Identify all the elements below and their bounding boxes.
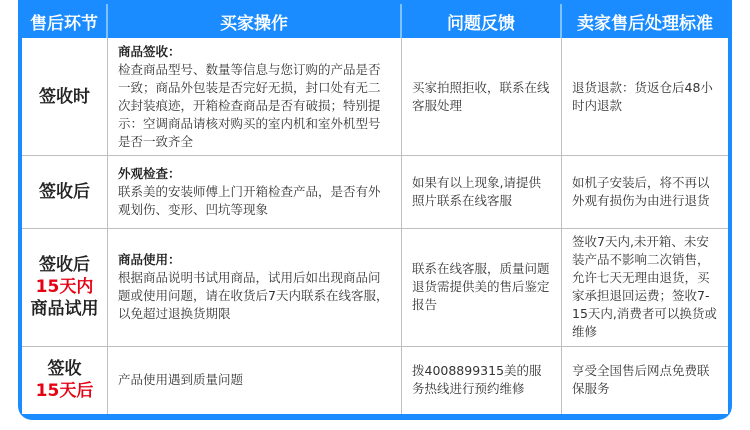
feedback-cell [402, 38, 562, 156]
feedback-cell [402, 156, 562, 229]
stage-cell [22, 38, 108, 156]
table-row [22, 347, 728, 414]
buyer-action-title: 商品签收： [118, 43, 181, 59]
after-sales-table [22, 4, 728, 414]
seller-standard-cell [562, 229, 728, 347]
stage-cell [22, 229, 108, 347]
stage-label: 签收后 [39, 255, 90, 276]
table-row [22, 229, 728, 347]
seller-standard-cell [562, 156, 728, 229]
buyer-action-cell [108, 38, 402, 156]
feedback-cell [402, 347, 562, 414]
buyer-action-cell [108, 229, 402, 347]
seller-standard-text: 退货退款：货返仓后48小时内退款 [572, 79, 713, 113]
header-feedback: 问题反馈 [402, 4, 562, 38]
feedback-text: 拨4008899315美的服务热线进行预约维修 [412, 363, 542, 397]
seller-standard-text: 签收7天内,未开箱、未安装产品不影响二次销售，允许七天无理由退货，买家承担退回运费；签收7-15天内,消费者可以换货或维修 [572, 234, 717, 340]
stage-sublabel: 商品试用 [30, 299, 99, 320]
stage-cell [22, 156, 108, 229]
buyer-action-text: 产品使用遇到质量问题 [118, 372, 244, 388]
stage-label: 签收时 [39, 86, 90, 107]
stage-cell [22, 347, 108, 414]
stage-period-label: 15天内 [35, 277, 94, 298]
header-row [22, 4, 728, 38]
stage-label: 签收 [47, 359, 82, 380]
stage-period-label: 15天后 [35, 381, 94, 402]
buyer-action-text: 根据商品说明书试用商品，试用后如出现商品问题或使用问题，请在收货后7天内联系在线客服，以免超过退换货期限 [118, 270, 389, 322]
buyer-action-title: 商品使用： [118, 252, 181, 268]
stage-label: 签收后 [39, 181, 90, 202]
buyer-action-cell [108, 156, 402, 229]
buyer-action-text: 检查商品型号、数量等信息与您订购的产品是否一致；商品外包装是否完好无损，封口处有无二次封装痕迹，开箱检查商品是否有破损；特别提示：空调商品请核对购买的室内机和室外机型号是否一致齐全 [118, 61, 381, 149]
buyer-action-title: 外观检查： [118, 165, 181, 181]
table-row [22, 38, 728, 156]
feedback-text: 买家拍照拒收，联系在线客服处理 [412, 79, 550, 113]
buyer-action-text: 联系美的安装师傅上门开箱检查产品，是否有外观划伤、变形、凹坑等现象 [118, 183, 381, 217]
seller-standard-text: 亨受全国售后网点免费联保服务 [572, 363, 710, 397]
feedback-text: 联系在线客服，质量问题退货需提供美的售后鉴定报告 [412, 261, 550, 313]
header-seller-standard: 卖家售后处理标准 [562, 4, 728, 38]
seller-standard-cell [562, 38, 728, 156]
feedback-cell [402, 229, 562, 347]
buyer-action-cell [108, 347, 402, 414]
header-stage: 售后环节 [22, 4, 108, 38]
seller-standard-text: 如机子安装后，将不再以外观有损伤为由进行退货 [572, 174, 710, 208]
feedback-text: 如果有以上现象,请提供照片联系在线客服 [412, 174, 541, 208]
seller-standard-cell [562, 347, 728, 414]
header-buyer-action: 买家操作 [108, 4, 402, 38]
table-row [22, 156, 728, 229]
